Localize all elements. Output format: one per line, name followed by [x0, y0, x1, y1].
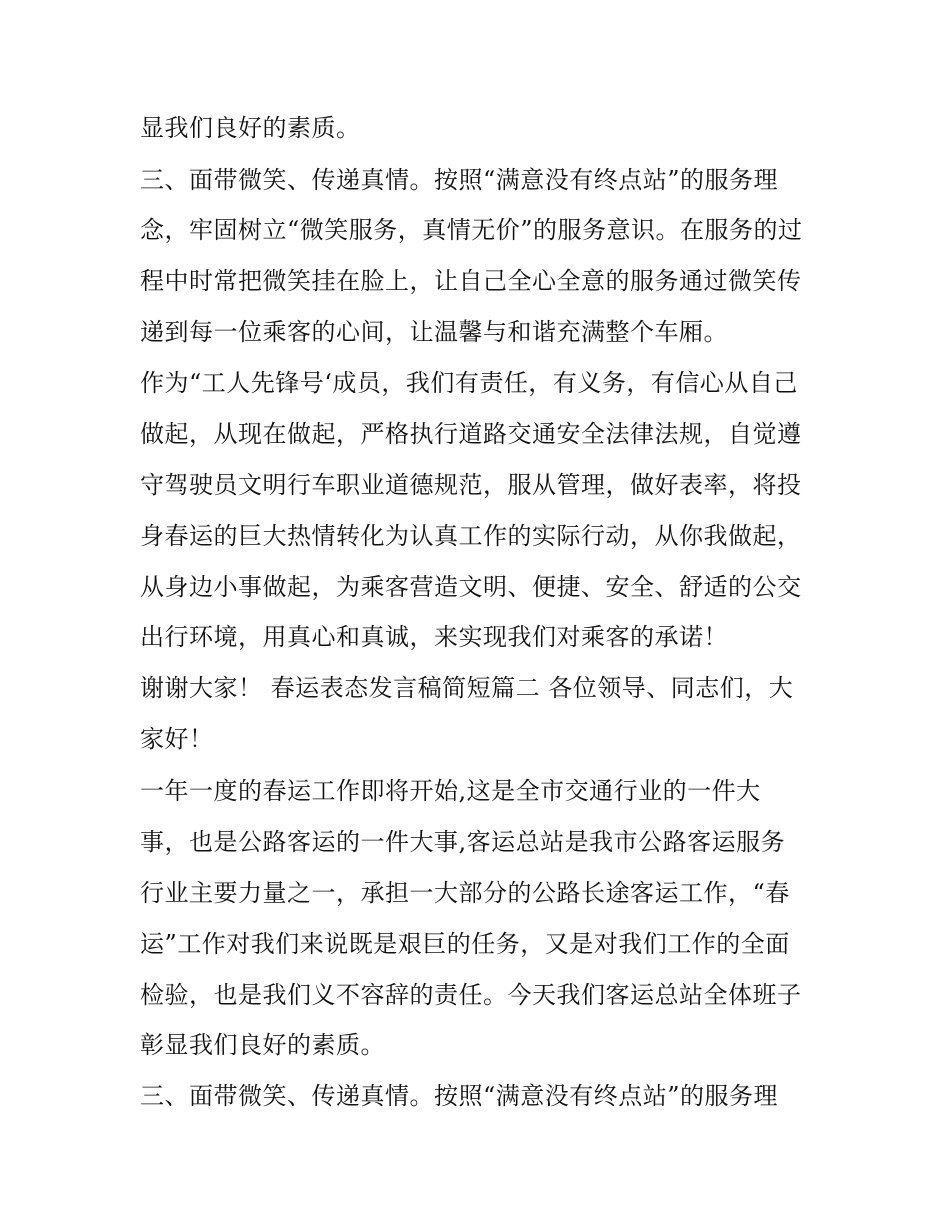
text-line: 作为“工人先锋号‘成员，我们有责任，有义务，有信心从自己 — [140, 369, 798, 397]
text-line: 从身边小事做起，为乘客营造文明、便捷、安全、舒适的公交 — [140, 573, 802, 601]
text-line: 三、面带微笑、传递真情。按照“满意没有终点站”的服务理 — [140, 1082, 779, 1110]
text-line: 出行环境，用真心和真诚，来实现我们对乘客的承诺！ — [140, 623, 728, 651]
text-line: 谢谢大家！ 春运表态发言稿简短篇二 各位领导、同志们，大 — [140, 674, 794, 702]
text-line: 行业主要力量之一，承担一大部分的公路长途客运工作，“春 — [140, 879, 790, 907]
text-line: 守驾驶员文明行车职业道德规范，服从管理，做好表率，将投 — [140, 471, 802, 499]
text-line: 念，牢固树立“微笑服务，真情无价”的服务意识。在服务的过 — [140, 216, 803, 244]
text-line: 三、面带微笑、传递真情。按照“满意没有终点站”的服务理 — [140, 166, 779, 194]
text-line: 身春运的巨大热情转化为认真工作的实际行动，从你我做起， — [140, 522, 802, 550]
text-line: 递到每一位乘客的心间，让温馨与和谐充满整个车厢。 — [140, 318, 728, 346]
text-line: 家好！ — [140, 725, 214, 753]
text-line: 程中时常把微笑挂在脸上，让自己全心全意的服务通过微笑传 — [140, 267, 802, 295]
text-line: 彰显我们良好的素质。 — [140, 1031, 385, 1059]
text-line: 运”工作对我们来说既是艰巨的任务，又是对我们工作的全面 — [140, 930, 790, 958]
text-line: 显我们良好的素质。 — [140, 114, 361, 142]
text-line: 做起，从现在做起，严格执行道路交通安全法律法规，自觉遵 — [140, 420, 802, 448]
text-line: 事，也是公路客运的一件大事,客运总站是我市公路客运服务 — [140, 828, 786, 856]
text-line: 检验，也是我们义不容辞的责任。今天我们客运总站全体班子 — [140, 981, 802, 1009]
text-line: 一年一度的春运工作即将开始,这是全市交通行业的一件大 — [140, 777, 761, 805]
